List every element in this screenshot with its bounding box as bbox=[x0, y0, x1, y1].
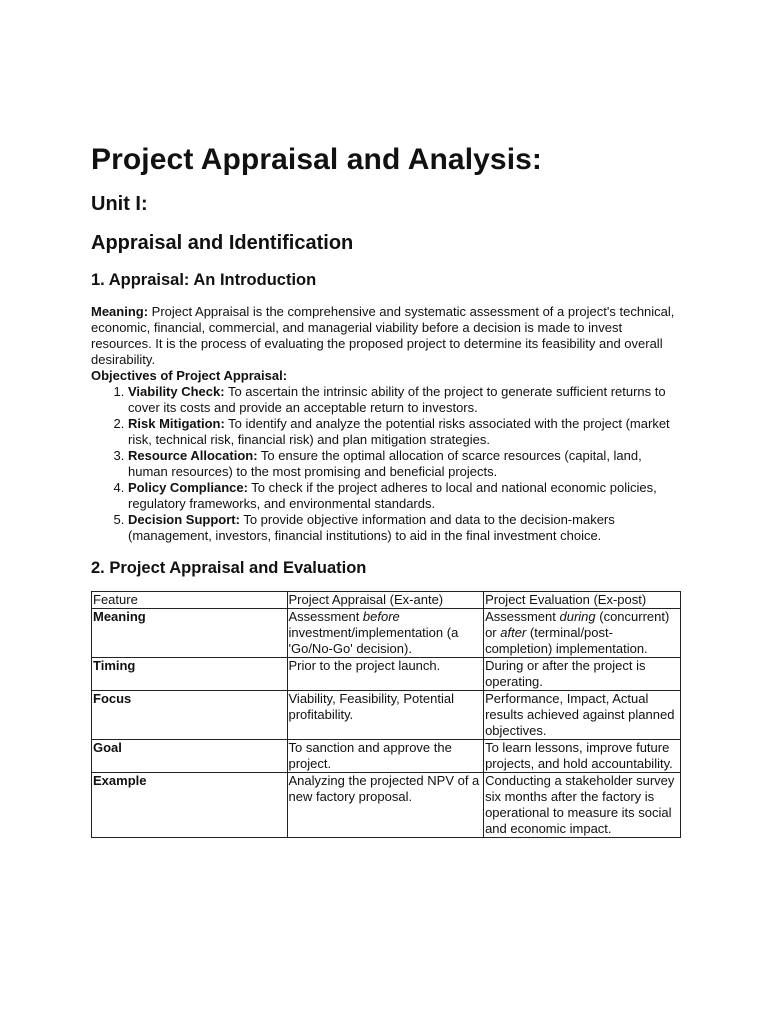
cell-text: investment/implementation (a 'Go/No-Go' decision). bbox=[288, 625, 459, 656]
table-row bbox=[92, 740, 681, 773]
table-cell: Viability, Feasibility, Potential profitability. bbox=[287, 691, 484, 740]
table-cell bbox=[484, 609, 681, 658]
objective-text: To provide objective information and data to the decision-makers (management, investors, financial institutions) to aid in the final investment choice. bbox=[128, 512, 615, 543]
section-2-heading: 2. Project Appraisal and Evaluation bbox=[91, 559, 367, 577]
list-item bbox=[128, 448, 681, 480]
objective-text: To ensure the optimal allocation of scarce resources (capital, land, human resources) to the most promising and beneficial projects. bbox=[128, 448, 642, 479]
table-cell: To learn lessons, improve future projects, and hold accountability. bbox=[484, 740, 681, 773]
list-item bbox=[128, 480, 681, 512]
row-label: Example bbox=[92, 773, 288, 838]
section-1-heading: 1. Appraisal: An Introduction bbox=[91, 271, 317, 289]
table-header-cell: Project Appraisal (Ex-ante) bbox=[287, 592, 484, 609]
cell-emphasis: during bbox=[559, 609, 596, 624]
section-1-body bbox=[91, 304, 681, 544]
meaning-label: Meaning: bbox=[91, 304, 149, 319]
list-item bbox=[128, 416, 681, 448]
table-header-cell: Feature bbox=[92, 592, 288, 609]
objectives-list bbox=[91, 384, 681, 544]
table-row bbox=[92, 691, 681, 740]
objective-label: Risk Mitigation: bbox=[128, 416, 225, 431]
table-header-row bbox=[92, 592, 681, 609]
objective-text: To ascertain the intrinsic ability of the project to generate sufficient returns to cover its costs and provide an acceptable return to investors. bbox=[128, 384, 666, 415]
section-title: Appraisal and Identification bbox=[91, 232, 354, 254]
table-cell: During or after the project is operating. bbox=[484, 658, 681, 691]
row-label: Goal bbox=[92, 740, 288, 773]
objective-label: Resource Allocation: bbox=[128, 448, 258, 463]
cell-emphasis: after bbox=[500, 625, 527, 640]
objective-label: Policy Compliance: bbox=[128, 480, 248, 495]
list-item bbox=[128, 512, 681, 544]
cell-text: (concurrent) or bbox=[485, 609, 670, 640]
row-label: Meaning bbox=[92, 609, 288, 658]
cell-text: Assessment bbox=[288, 609, 363, 624]
table-row bbox=[92, 609, 681, 658]
table-cell: Prior to the project launch. bbox=[287, 658, 484, 691]
document-title: Project Appraisal and Analysis: bbox=[91, 143, 543, 176]
table-row bbox=[92, 773, 681, 838]
table-cell bbox=[287, 609, 484, 658]
meaning-paragraph bbox=[91, 304, 681, 368]
cell-emphasis: before bbox=[362, 609, 400, 624]
table-cell: Conducting a stakeholder survey six months after the factory is operational to measure its social and economic impact. bbox=[484, 773, 681, 838]
objective-text: To check if the project adheres to local and national economic policies, regulatory frameworks, and environmental standards. bbox=[128, 480, 657, 511]
row-label: Focus bbox=[92, 691, 288, 740]
meaning-text: Project Appraisal is the comprehensive and systematic assessment of a project's technical, economic, financial, commercial, and managerial viability before a decision is made to invest resources. It is the process of evaluating the proposed project to determine its feasibility and overall desirability. bbox=[91, 304, 675, 367]
objective-label: Viability Check: bbox=[128, 384, 225, 399]
unit-heading: Unit I: bbox=[91, 193, 148, 215]
cell-text: Assessment bbox=[485, 609, 560, 624]
table-cell: Performance, Impact, Actual results achieved against planned objectives. bbox=[484, 691, 681, 740]
row-label: Timing bbox=[92, 658, 288, 691]
comparison-table bbox=[91, 591, 681, 838]
cell-text: (terminal/post-completion) implementation. bbox=[485, 625, 648, 656]
table-header-cell: Project Evaluation (Ex-post) bbox=[484, 592, 681, 609]
objective-label: Decision Support: bbox=[128, 512, 240, 527]
table-cell: To sanction and approve the project. bbox=[287, 740, 484, 773]
table-cell: Analyzing the projected NPV of a new factory proposal. bbox=[287, 773, 484, 838]
objective-text: To identify and analyze the potential risks associated with the project (market risk, technical risk, financial risk) and plan mitigation strategies. bbox=[128, 416, 670, 447]
list-item bbox=[128, 384, 681, 416]
table-row bbox=[92, 658, 681, 691]
objectives-title: Objectives of Project Appraisal: bbox=[91, 368, 288, 383]
